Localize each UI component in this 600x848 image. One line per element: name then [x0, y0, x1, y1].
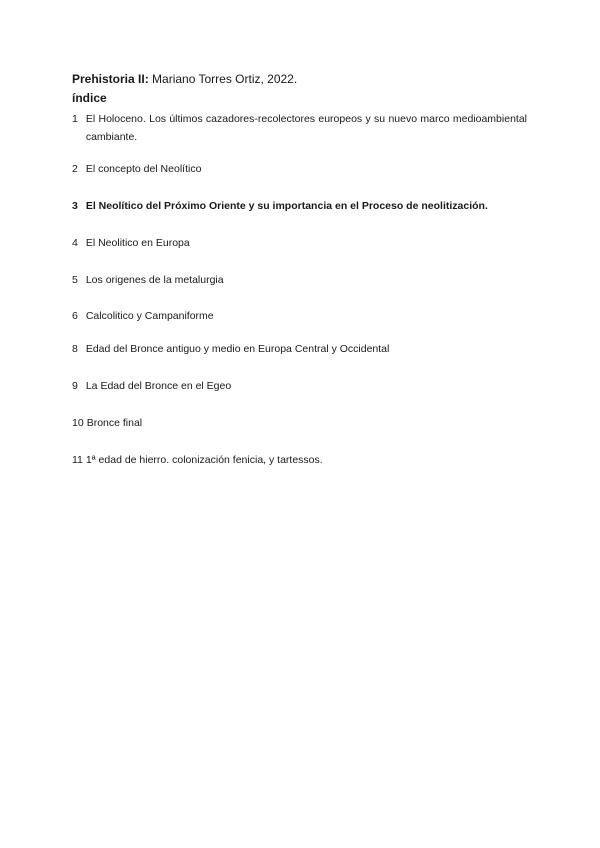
- toc-item-number: 11: [72, 454, 83, 466]
- toc-item: [72, 451, 527, 469]
- toc-item-text: La Edad del Bronce en el Egeo: [85, 380, 232, 392]
- toc-item: [72, 271, 527, 289]
- toc-item-text: Los origenes de la metalurgia: [85, 274, 224, 286]
- toc-item-number: 10: [72, 417, 84, 429]
- toc-item-number: 5: [72, 274, 78, 286]
- toc-item-number: 8: [72, 343, 78, 355]
- toc-item-number: 9: [72, 380, 78, 392]
- toc-item-number: 4: [72, 237, 78, 249]
- toc-item: [72, 377, 527, 395]
- toc-item-text: Bronce final: [86, 417, 143, 429]
- table-of-contents: [72, 110, 527, 469]
- toc-item-text: Edad del Bronce antiguo y medio en Europa Central y Occidental: [85, 343, 390, 355]
- toc-item: [72, 340, 527, 358]
- toc-item: [72, 110, 527, 146]
- course-title: Prehistoria II:: [72, 72, 149, 86]
- index-heading: índice: [72, 91, 107, 105]
- toc-item-text: El Neolitico en Europa: [85, 237, 190, 249]
- author-year: Mariano Torres Ortiz, 2022.: [148, 72, 298, 86]
- toc-item: [72, 234, 527, 252]
- toc-item-text: El concepto del Neolítico: [85, 163, 202, 175]
- toc-item-text: 1ª edad de hierro. colonización fenicia, y tartessos.: [85, 454, 323, 466]
- document-title: [72, 70, 527, 88]
- toc-item: [72, 197, 527, 215]
- toc-item: [72, 160, 527, 178]
- toc-item-number: 1: [72, 113, 78, 125]
- toc-item: [72, 414, 527, 432]
- document-page: [72, 70, 527, 469]
- toc-item-text: El Neolítico del Próximo Oriente y su importancia en el Proceso de neolitización.: [85, 200, 488, 212]
- toc-item-text: Calcolitico y Campaniforme: [85, 310, 214, 322]
- toc-item-text: El Holoceno. Los últimos cazadores-recolectores europeos y su nuevo marco medioambiental cambiante.: [85, 113, 527, 143]
- toc-item-number: 3: [72, 200, 78, 212]
- toc-item-number: 6: [72, 310, 78, 322]
- toc-item-number: 2: [72, 163, 78, 175]
- toc-item: [72, 307, 527, 325]
